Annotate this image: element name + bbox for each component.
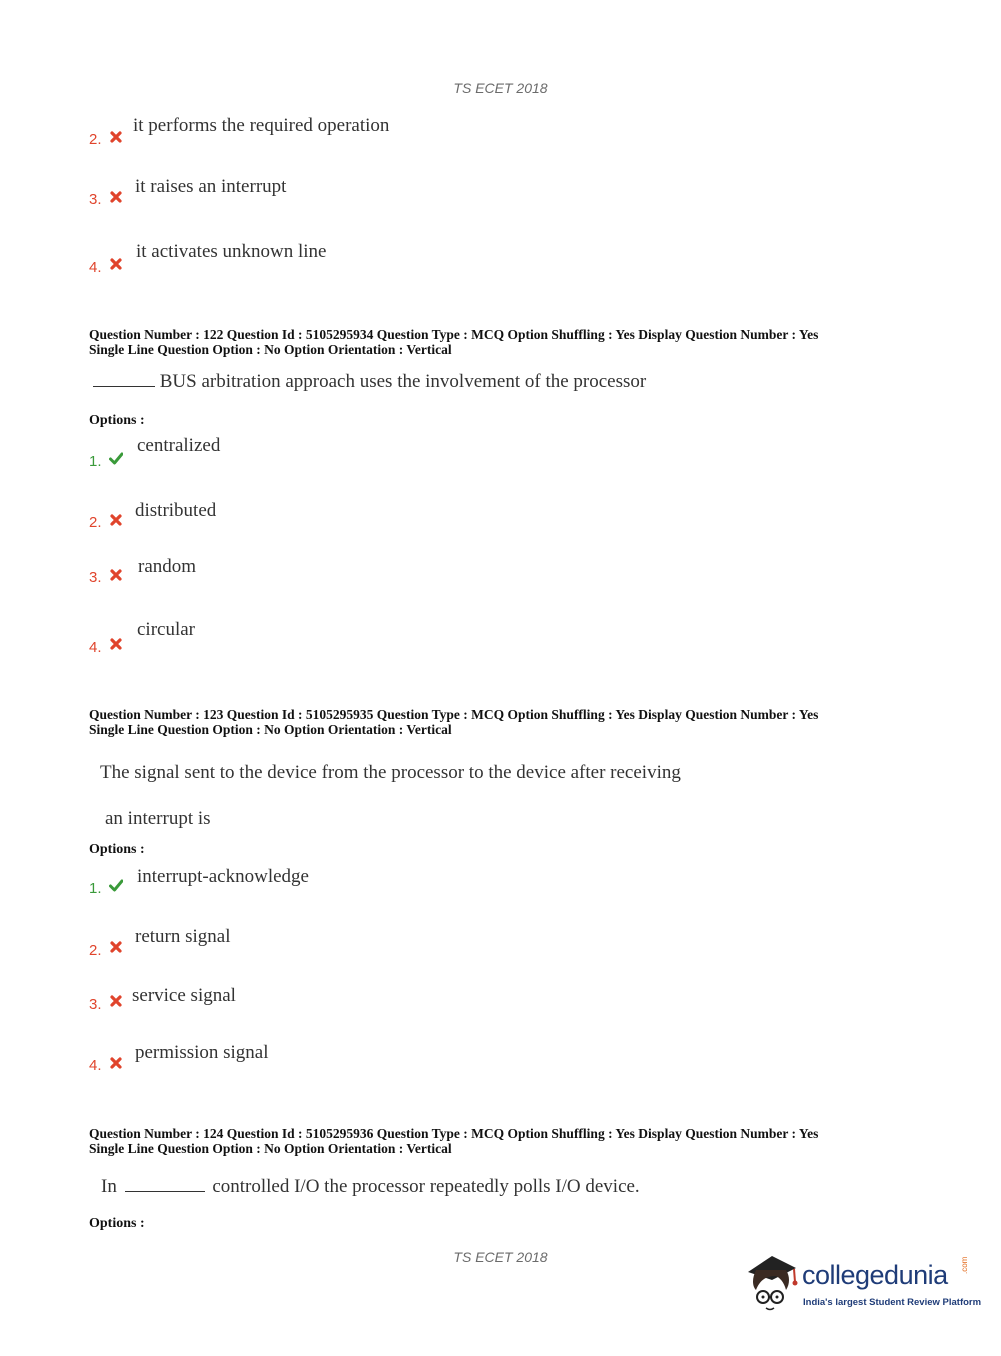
question-text-line2: an interrupt is: [105, 808, 211, 829]
option-number: 1.: [89, 880, 102, 897]
question-meta-line1: Question Number : 123 Question Id : 5105295935 Question Type : MCQ Option Shuffling : Yes Display Question Number : Yes: [89, 707, 819, 722]
option-number: 4.: [89, 1057, 102, 1074]
question-text-line1: The signal sent to the device from the processor to the device after receiving: [100, 762, 681, 783]
cross-icon: [109, 130, 123, 144]
logo-name: collegedunia: [802, 1260, 948, 1290]
option-number: 4.: [89, 259, 102, 276]
question-text: [93, 371, 646, 393]
option-number: 3.: [89, 569, 102, 586]
question-suffix: controlled I/O the processor repeatedly polls I/O device.: [212, 1176, 640, 1197]
cross-icon: [109, 568, 123, 582]
page-header: TS ECET 2018: [453, 80, 548, 96]
logo-domain: .com: [960, 1256, 969, 1274]
cross-icon: [109, 257, 123, 271]
answer-blank: [125, 1177, 205, 1192]
option-text: permission signal: [135, 1042, 269, 1063]
cross-icon: [109, 637, 123, 651]
cross-icon: [109, 1056, 123, 1070]
check-icon: [109, 878, 123, 892]
question-meta-line2: Single Line Question Option : No Option Orientation : Vertical: [89, 1141, 452, 1156]
option-number: 2.: [89, 131, 102, 148]
option-text: return signal: [135, 926, 231, 947]
question-body: BUS arbitration approach uses the involvement of the processor: [159, 371, 647, 392]
option-text: circular: [137, 619, 196, 640]
question-text: [101, 1176, 640, 1198]
question-meta-line2: Single Line Question Option : No Option Orientation : Vertical: [89, 722, 452, 737]
options-label: Options :: [89, 413, 145, 428]
option-text: it activates unknown line: [136, 241, 327, 262]
collegedunia-logo: [742, 1250, 982, 1320]
option-text: it performs the required operation: [133, 115, 390, 136]
option-text: distributed: [135, 500, 217, 521]
option-text: it raises an interrupt: [135, 176, 287, 197]
option-number: 2.: [89, 514, 102, 531]
cross-icon: [109, 513, 123, 527]
option-text: interrupt-acknowledge: [137, 866, 309, 887]
option-text: random: [138, 556, 197, 577]
cross-icon: [109, 994, 123, 1008]
answer-blank: [93, 372, 155, 387]
cross-icon: [109, 940, 123, 954]
option-number: 3.: [89, 191, 102, 208]
check-icon: [109, 451, 123, 465]
question-meta-line1: Question Number : 124 Question Id : 5105295936 Question Type : MCQ Option Shuffling : Yes Display Question Number : Yes: [89, 1126, 819, 1141]
cross-icon: [109, 190, 123, 204]
option-number: 2.: [89, 942, 102, 959]
logo-tagline: India's largest Student Review Platform: [803, 1297, 982, 1308]
options-label: Options :: [89, 1216, 145, 1231]
question-meta-line2: Single Line Question Option : No Option Orientation : Vertical: [89, 342, 452, 357]
question-meta-line1: Question Number : 122 Question Id : 5105295934 Question Type : MCQ Option Shuffling : Yes Display Question Number : Yes: [89, 327, 819, 342]
option-text: centralized: [137, 435, 221, 456]
options-label: Options :: [89, 842, 145, 857]
mascot-icon: [742, 1250, 800, 1320]
option-text: service signal: [132, 985, 236, 1006]
option-number: 1.: [89, 453, 102, 470]
page-footer: TS ECET 2018: [453, 1249, 548, 1265]
question-prefix: In: [101, 1176, 117, 1197]
option-number: 3.: [89, 996, 102, 1013]
option-number: 4.: [89, 639, 102, 656]
